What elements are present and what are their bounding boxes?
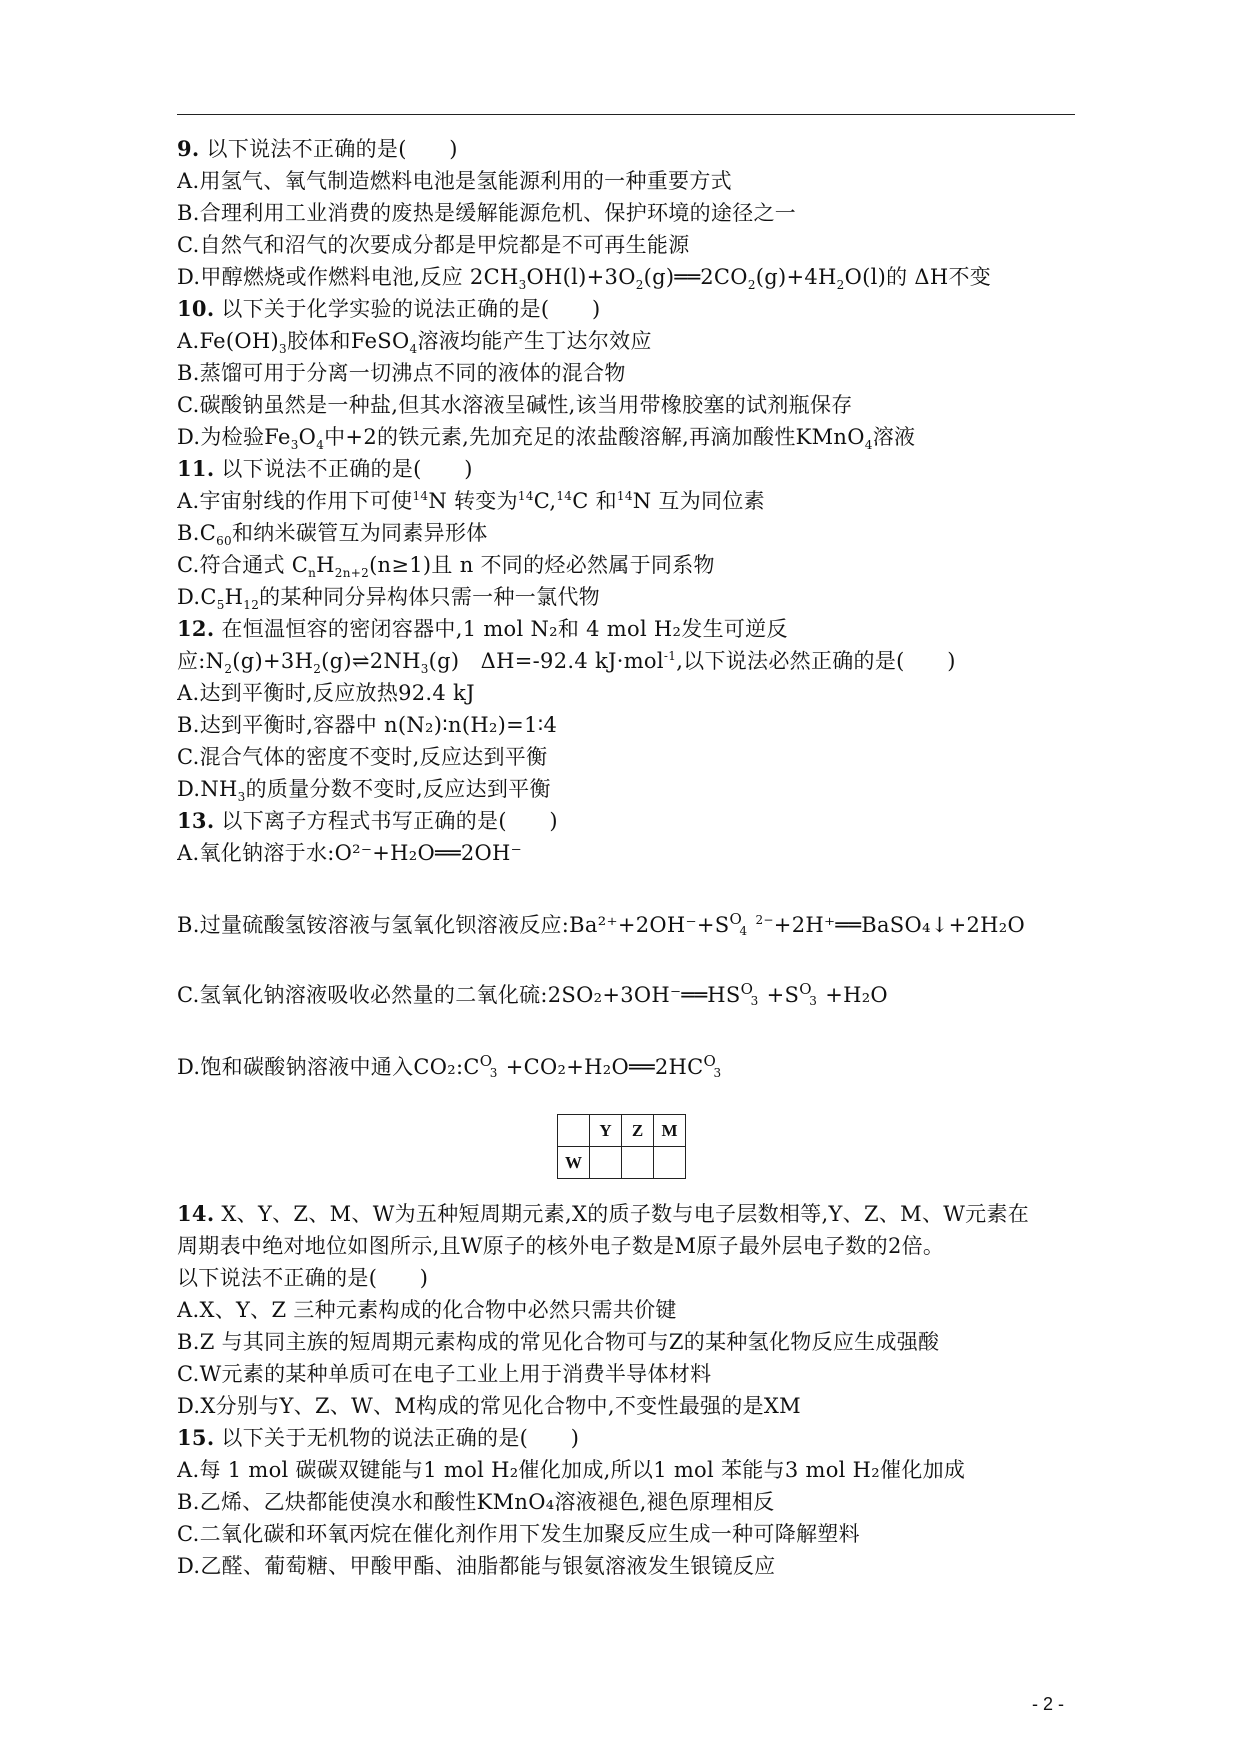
q12-option-c: C.混合气体的密度不变时,反应达到平衡 <box>177 745 548 769</box>
text-segment: O <box>298 425 317 449</box>
text-segment: 应:N <box>177 649 225 673</box>
q13-stem <box>177 806 1077 836</box>
subscript: 2n+2 <box>334 566 370 580</box>
text-segment: (g) ΔH=-92.4 kJ·mol <box>428 649 664 673</box>
text-segment: ,以下说法必然正确的是( ) <box>676 649 956 673</box>
table-cell <box>622 1147 654 1179</box>
subscript: 2 <box>747 278 756 292</box>
q13-option-d <box>177 1052 1077 1082</box>
q10-option-c: C.碳酸钠虽然是一种盐,但其水溶液呈碱性,该当用带橡胶塞的试剂瓶保存 <box>177 393 853 417</box>
subscript: 2 <box>635 278 644 292</box>
table-cell: M <box>654 1115 686 1147</box>
ion-notation <box>741 980 767 1010</box>
subscript: 5 <box>216 598 225 612</box>
text-segment: C, <box>533 489 557 513</box>
q12-option-a: A.达到平衡时,反应放热92.4 kJ <box>177 681 475 705</box>
subscript: 4 <box>316 438 325 452</box>
q15-stem <box>177 1423 1077 1453</box>
text-segment: 胶体和FeSO <box>286 329 410 353</box>
q15-option-b: B.乙烯、乙炔都能使溴水和酸性KMnO₄溶液褪色,褪色原理相反 <box>177 1490 775 1514</box>
table-cell: W <box>558 1147 590 1179</box>
text-segment: N 互为同位素 <box>632 489 765 513</box>
subscript: 4 <box>864 438 873 452</box>
subscript: n <box>308 566 317 580</box>
ion-symbol: O <box>799 980 812 998</box>
question-text: 以下说法不正确的是( ) <box>206 137 458 161</box>
ion-subscript: 3 <box>489 1066 498 1080</box>
text-segment: D.NH <box>177 777 238 801</box>
text-segment: +S <box>766 983 800 1007</box>
text-segment: C.符合通式 C <box>177 553 309 577</box>
text-segment: O(l)的 ΔH不变 <box>844 265 992 289</box>
table-cell: Y <box>590 1115 622 1147</box>
text-segment: N 转变为 <box>428 489 518 513</box>
table-cell <box>558 1115 590 1147</box>
question-text: X、Y、Z、M、W为五种短周期元素,X的质子数与电子层数相等,Y、Z、M、W元素在 <box>221 1202 1030 1226</box>
subscript: 3 <box>518 278 527 292</box>
q12-option-b: B.达到平衡时,容器中 n(N₂)∶n(H₂)=1∶4 <box>177 713 558 737</box>
superscript: 14 <box>616 489 633 503</box>
q11-stem <box>177 454 1077 484</box>
text-segment: B.过量硫酸氢铵溶液与氢氧化钡溶液反应:Ba²⁺+2OH⁻+S <box>177 913 730 937</box>
table-row <box>558 1147 686 1179</box>
text-segment: D.为检验Fe <box>177 425 291 449</box>
text-segment: 溶液均能产生丁达尔效应 <box>417 329 652 353</box>
page-number: - 2 - <box>1032 1694 1065 1714</box>
table-cell: Z <box>622 1115 654 1147</box>
ion-symbol: O <box>703 1052 717 1070</box>
subscript: 2 <box>836 278 845 292</box>
subscript: 2 <box>224 662 233 676</box>
subscript: 3 <box>279 342 287 356</box>
q15-option-c: C.二氧化碳和环氧丙烷在催化剂作用下发生加聚反应生成一种可降解塑料 <box>177 1522 860 1546</box>
q10-option-a <box>177 326 1077 356</box>
question-text: 在恒温恒容的密闭容器中,1 mol N₂和 4 mol H₂发生可逆反 <box>221 617 788 641</box>
ion-notation <box>799 980 825 1010</box>
q14-option-c: C.W元素的某种单质可在电子工业上用于消费半导体材料 <box>177 1362 712 1386</box>
text-segment: A.Fe(OH) <box>177 329 280 353</box>
q12-stem-line2 <box>177 646 1077 676</box>
subscript: 60 <box>216 534 232 548</box>
q12-stem <box>177 614 1077 644</box>
subscript: 3 <box>237 790 246 804</box>
table-cell <box>654 1147 686 1179</box>
ion-symbol: O <box>729 910 743 928</box>
question-text: 以下说法不正确的是( ) <box>221 457 473 481</box>
ion-charge: 2− <box>755 913 774 927</box>
q14-option-b: B.Z 与其同主族的短周期元素构成的常见化合物可与Z的某种氢化物反应生成强酸 <box>177 1330 940 1354</box>
question-number: 11. <box>177 456 215 481</box>
text-segment: H <box>224 585 244 609</box>
superscript: 14 <box>412 489 429 503</box>
text-segment: D.饱和碳酸钠溶液中通入CO₂:C <box>177 1055 480 1079</box>
superscript: 14 <box>517 489 534 503</box>
q12-option-d <box>177 774 1077 804</box>
text-segment: +2H⁺══BaSO₄↓+2H₂O <box>773 913 1026 937</box>
superscript: -1 <box>663 649 677 663</box>
question-number: 10. <box>177 296 215 321</box>
q15-option-d: D.乙醛、葡萄糖、甲酸甲酯、油脂都能与银氨溶液发生银镜反应 <box>177 1554 776 1578</box>
text-segment: 中+2的铁元素,先加充足的浓盐酸溶解,再滴加酸性KMnO <box>324 425 865 449</box>
text-segment: B.C <box>177 521 217 545</box>
text-segment: +H₂O <box>825 983 888 1007</box>
q9-stem <box>177 134 1077 164</box>
ion-subscript: 3 <box>809 994 818 1008</box>
text-segment: (g)⇌2NH <box>321 649 421 673</box>
subscript: 3 <box>290 438 299 452</box>
periodic-table-fragment <box>557 1114 686 1179</box>
text-segment: 的某种同分异构体只需一种一氯代物 <box>259 585 600 609</box>
text-segment: C 和 <box>572 489 617 513</box>
q10-option-b: B.蒸馏可用于分离一切沸点不同的液体的混合物 <box>177 361 626 385</box>
text-segment: D.C <box>177 585 217 609</box>
ion-notation <box>704 1052 730 1082</box>
table-row <box>558 1115 686 1147</box>
q13-option-b <box>177 910 1077 940</box>
q15-option-a: A.每 1 mol 碳碳双键能与1 mol H₂催化加成,所以1 mol 苯能与3 mol H₂催化加成 <box>177 1458 966 1482</box>
q11-option-b <box>177 518 1077 548</box>
subscript: 12 <box>243 598 260 612</box>
q11-option-d <box>177 582 1077 612</box>
question-number: 14. <box>177 1201 215 1226</box>
text-segment: H <box>316 553 335 577</box>
superscript: 14 <box>556 489 573 503</box>
text-segment: D.甲醇燃烧或作燃料电池,反应 2CH <box>177 265 519 289</box>
q14-option-d: D.X分别与Y、Z、W、M构成的常见化合物中,不变性最强的是XM <box>177 1394 801 1418</box>
question-text: 以下关于无机物的说法正确的是( ) <box>221 1426 580 1450</box>
text-segment: (g)══2CO <box>643 265 748 289</box>
q11-option-c <box>177 550 1077 580</box>
text-segment: C.氢氧化钠溶液吸收必然量的二氧化硫:2SO₂+3OH⁻══HS <box>177 983 741 1007</box>
subscript: 2 <box>313 662 322 676</box>
q9-option-a: A.用氢气、氧气制造燃料电池是氢能源利用的一种重要方式 <box>177 169 732 193</box>
ion-subscript: 3 <box>750 994 759 1008</box>
q13-option-c <box>177 980 1077 1010</box>
text-segment: OH(l)+3O <box>526 265 636 289</box>
subscript: 3 <box>420 662 429 676</box>
text-segment: (n≥1)且 n 不同的烃必然属于同系物 <box>369 553 715 577</box>
text-segment: +CO₂+H₂O══2HC <box>505 1055 704 1079</box>
question-number: 15. <box>177 1425 215 1450</box>
q9-option-b: B.合理利用工业消费的废热是缓解能源危机、保护环境的途径之一 <box>177 201 797 225</box>
q9-option-d <box>177 262 1077 292</box>
q13-option-a: A.氧化钠溶于水:O²⁻+H₂O══2OH⁻ <box>177 841 523 865</box>
q9-option-c: C.自然气和沼气的次要成分都是甲烷都是不可再生能源 <box>177 233 690 257</box>
q10-option-d <box>177 422 1077 452</box>
header-rule <box>177 114 1075 115</box>
subscript: 4 <box>409 342 418 356</box>
text-segment: A.宇宙射线的作用下可使 <box>177 489 413 513</box>
question-number: 9. <box>177 136 200 161</box>
question-number: 13. <box>177 808 215 833</box>
text-segment: (g)+4H <box>755 265 837 289</box>
text-segment: 的质量分数不变时,反应达到平衡 <box>245 777 551 801</box>
ion-notation <box>480 1052 506 1082</box>
q14-stem-line2: 周期表中绝对地位如图所示,且W原子的核外电子数是M原子最外层电子数的2倍。 <box>177 1234 945 1258</box>
text-segment: 和纳米碳管互为同素异形体 <box>231 521 488 545</box>
text-segment: (g)+3H <box>232 649 314 673</box>
ion-symbol: O <box>740 980 754 998</box>
text-segment: 溶液 <box>872 425 916 449</box>
table-cell <box>590 1147 622 1179</box>
q10-stem <box>177 294 1077 324</box>
q14-stem <box>177 1199 1077 1229</box>
question-text: 以下离子方程式书写正确的是( ) <box>221 809 558 833</box>
ion-notation <box>730 910 756 940</box>
ion-symbol: O <box>479 1052 493 1070</box>
question-number: 12. <box>177 616 215 641</box>
ion-subscript: 3 <box>713 1066 722 1080</box>
q14-stem-line3: 以下说法不正确的是( ) <box>177 1266 429 1290</box>
q11-option-a <box>177 486 1077 516</box>
question-text: 以下关于化学实验的说法正确的是( ) <box>221 297 601 321</box>
ion-subscript: 4 <box>739 924 748 938</box>
q14-option-a: A.X、Y、Z 三种元素构成的化合物中必然只需共价键 <box>177 1298 677 1322</box>
